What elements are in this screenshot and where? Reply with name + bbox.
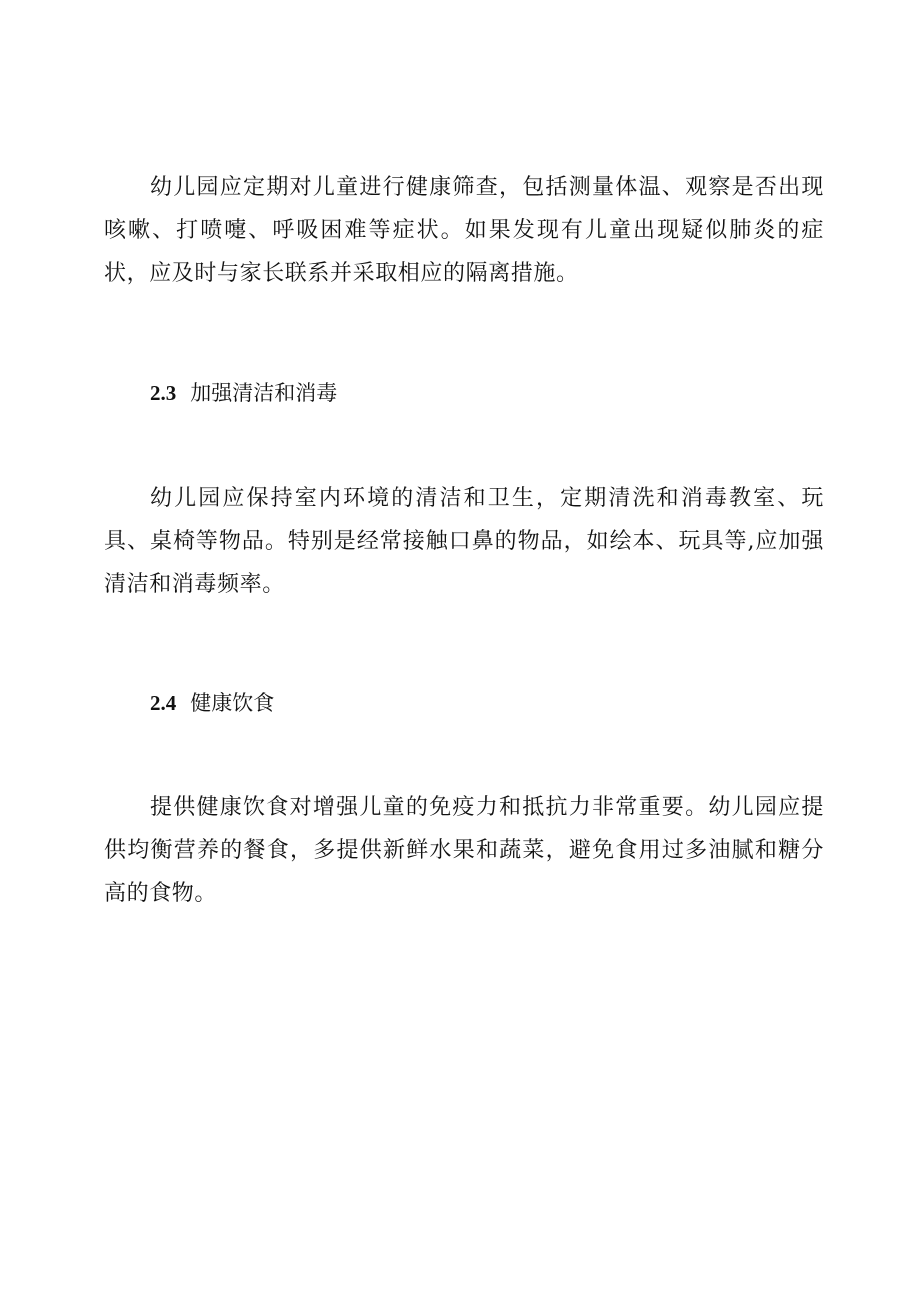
section-heading-2-3 <box>150 378 337 408</box>
paragraph-health-screening: 幼儿园应定期对儿童进行健康筛查，包括测量体温、观察是否出现咳嗽、打喷嚏、呼吸困难等症状。如果发现有儿童出现疑似肺炎的症状，应及时与家长联系并采取相应的隔离措施。 <box>104 175 824 286</box>
paragraph-healthy-diet: 提供健康饮食对增强儿童的免疫力和抵抗力非常重要。幼儿园应提供均衡营养的餐食，多提供新鲜水果和蔬菜，避免食用过多油腻和糖分高的食物。 <box>104 795 824 906</box>
section-title: 健康饮食 <box>190 691 275 715</box>
section-number: 2.4 <box>150 691 177 715</box>
section-title: 加强清洁和消毒 <box>190 381 338 405</box>
section-heading-2-4 <box>150 688 274 718</box>
paragraph-cleaning-disinfection: 幼儿园应保持室内环境的清洁和卫生，定期清洗和消毒教室、玩具、桌椅等物品。特别是经常接触口鼻的物品，如绘本、玩具等,应加强清洁和消毒频率。 <box>104 486 824 597</box>
section-number: 2.3 <box>150 381 177 405</box>
